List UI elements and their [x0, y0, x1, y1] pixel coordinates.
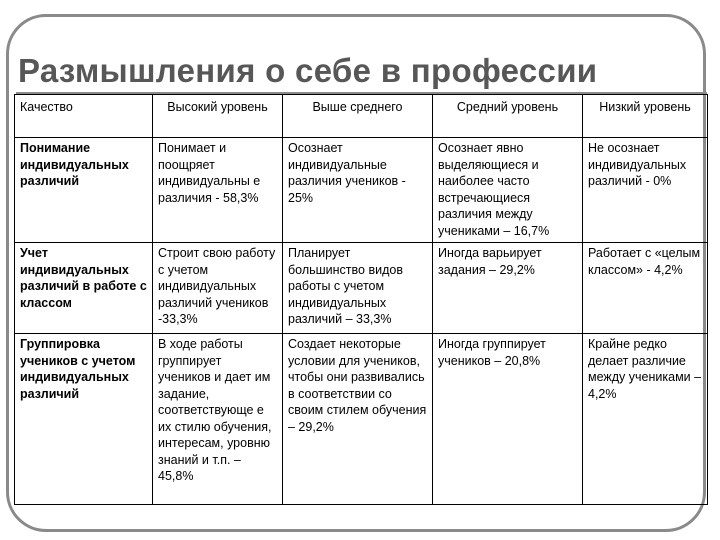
row-label: Понимание индивидуальных различий	[15, 138, 153, 243]
table-cell: Крайне редко делает различие между учениками – 4,2%	[583, 334, 708, 505]
table-row	[15, 334, 708, 505]
header-low-level: Низкий уровень	[583, 95, 708, 138]
header-quality: Качество	[15, 95, 153, 138]
table-cell: В ходе работы группирует учеников и дает им задание, соответствующе е их стилю обучения, интересам, уровню знаний и т.п. – 45,8%	[153, 334, 283, 505]
slide-title: Размышления о себе в профессии	[18, 52, 598, 89]
table-cell: Работает с «целым классом» - 4,2%	[583, 243, 708, 334]
table-cell: Не осознает индивидуальных различий - 0%	[583, 138, 708, 243]
table-cell: Иногда варьирует задания – 29,2%	[433, 243, 583, 334]
table-cell: Понимает и поощряет индивидуальны е различия - 58,3%	[153, 138, 283, 243]
table-cell: Создает некоторые условии для учеников, чтобы они развивались в соответствии со своим стилем обучения – 29,2%	[283, 334, 433, 505]
row-label: Группировка учеников с учетом индивидуальных различий	[15, 334, 153, 505]
table-row	[15, 138, 708, 243]
table-cell: Планирует большинство видов работы с учетом индивидуальных различий – 33,3%	[283, 243, 433, 334]
row-label: Учет индивидуальных различий в работе с классом	[15, 243, 153, 334]
table-row	[15, 243, 708, 334]
header-average-level: Средний уровень	[433, 95, 583, 138]
header-above-average: Выше среднего	[283, 95, 433, 138]
competency-table	[14, 94, 708, 505]
table-cell: Строит свою работу с учетом индивидуальных различий учеников -33,3%	[153, 243, 283, 334]
table-cell: Иногда группирует учеников – 20,8%	[433, 334, 583, 505]
header-high-level: Высокий уровень	[153, 95, 283, 138]
table-cell: Осознает явно выделяющиеся и наиболее часто встречающиеся различия между учениками – 16,7%	[433, 138, 583, 243]
table-cell: Осознает индивидуальные различия учеников - 25%	[283, 138, 433, 243]
table-header-row	[15, 95, 708, 138]
